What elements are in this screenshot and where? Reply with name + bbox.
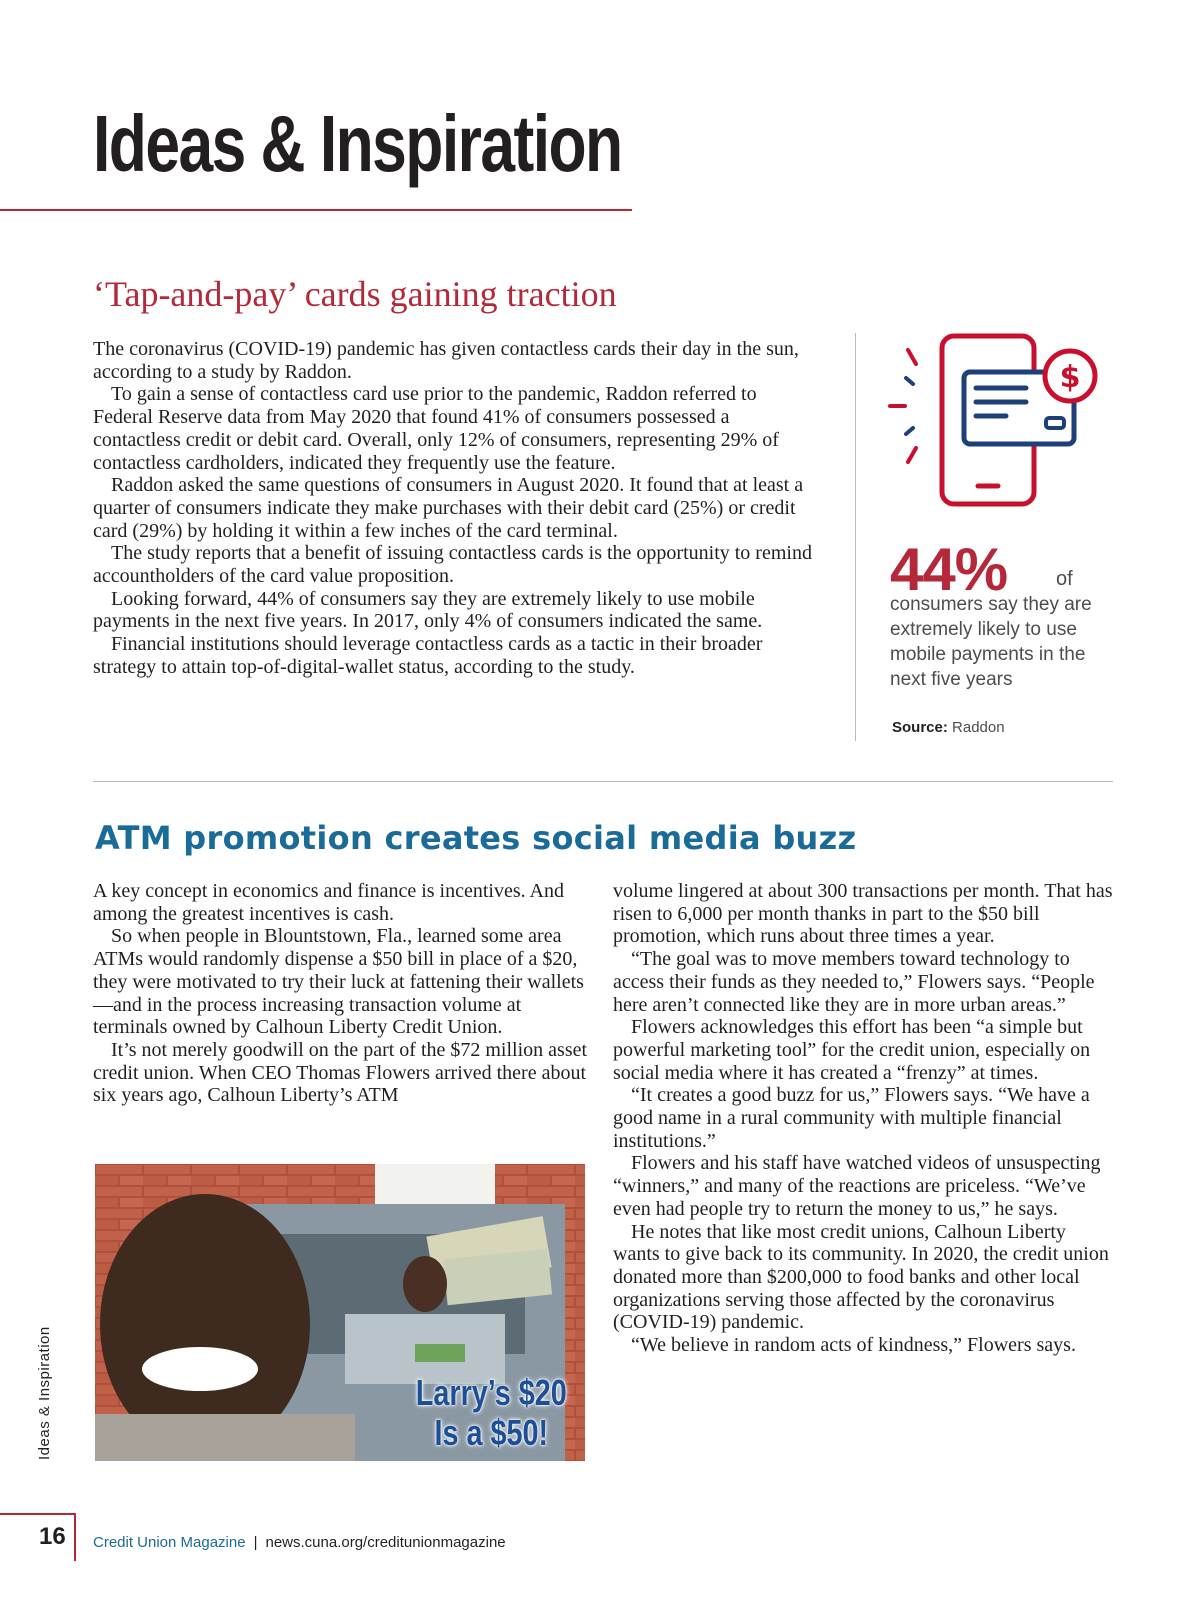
stat-source bbox=[892, 719, 1005, 736]
atm-paragraph: So when people in Blountstown, Fla., learned some area ATMs would randomly dispense a $50 bill in place of a $20, they were motivated to try their luck at fattening their wallets—and in the process increasing transaction volume at terminals owned by Calhoun Liberty Credit Union. bbox=[93, 925, 584, 1039]
stat-caption: consumers say they are extremely likely to use mobile payments in the next five years bbox=[890, 594, 1092, 690]
tap-paragraph: Financial institutions should leverage contactless cards as a tactic in their broader strategy to attain top-of-digital-wallet status, according to the study. bbox=[93, 633, 763, 678]
tap-article-body bbox=[93, 338, 815, 679]
source-value: Raddon bbox=[952, 719, 1005, 736]
tap-paragraph: The coronavirus (COVID-19) pandemic has given contactless cards their day in the sun, according to a study by Raddon. bbox=[93, 338, 799, 383]
page-number: 16 bbox=[39, 1523, 66, 1550]
section-side-label: Ideas & Inspiration bbox=[36, 1326, 53, 1460]
stat-suffix: of bbox=[1056, 568, 1073, 590]
atm-article-left-column bbox=[93, 880, 598, 1107]
atm-paragraph: Flowers and his staff have watched videos of unsuspecting “winners,” and many of the reactions are priceless. “We’ve even had people try to return the money to us,” he says. bbox=[613, 1152, 1101, 1220]
tap-paragraph: To gain a sense of contactless card use prior to the pandemic, Raddon referred to Federal Reserve data from May 2020 that found 41% of consumers possessed a contactless credit or debit card. Overall, only 12% of consumers, representing 29% of contactless cardholders, indicated they frequently use the feature. bbox=[93, 383, 779, 474]
atm-article-right-column bbox=[613, 880, 1113, 1357]
atm-paragraph: “It creates a good buzz for us,” Flowers says. “We have a good name in a rural community with multiple financial institutions.” bbox=[613, 1084, 1090, 1152]
page-title: Ideas & Inspiration bbox=[93, 99, 622, 188]
tap-paragraph: Raddon asked the same questions of consumers in August 2020. It found that at least a quarter of consumers indicate they make purchases with their debit card (25%) or credit card (29%) by holding it within a few inches of the card terminal. bbox=[93, 474, 804, 542]
tap-article-heading: ‘Tap-and-pay’ cards gaining traction bbox=[93, 274, 617, 314]
atm-paragraph: He notes that like most credit unions, Calhoun Liberty wants to give back to its community. In 2020, the credit union donated more than $200,000 to food banks and other local organizations serving those affected by the coronavirus (COVID-19) pandemic. bbox=[613, 1220, 1109, 1334]
atm-paragraph: volume lingered at about 300 transactions per month. That has risen to 6,000 per month thanks in part to the $50 bill promotion, which runs about three times a year. bbox=[613, 880, 1113, 948]
sidebar-divider bbox=[855, 333, 856, 741]
atm-paragraph: “We believe in random acts of kindness,” Flowers says. bbox=[631, 1334, 1076, 1357]
tap-paragraph: The study reports that a benefit of issuing contactless cards is the opportunity to remind accountholders of the card value proposition. bbox=[93, 542, 812, 588]
tap-paragraph: Looking forward, 44% of consumers say they are extremely likely to use mobile payments in the next five years. In 2017, only 4% of consumers indicated the same. bbox=[93, 587, 763, 633]
source-label: Source: bbox=[892, 719, 948, 736]
section-divider bbox=[93, 781, 1113, 782]
title-divider bbox=[0, 209, 632, 211]
photo-caption bbox=[416, 1373, 567, 1453]
svg-text:$: $ bbox=[1059, 360, 1081, 395]
footer-url[interactable]: news.cuna.org/creditunionmagazine bbox=[265, 1534, 506, 1551]
atm-paragraph: “The goal was to move members toward technology to access their funds as they needed to,” Flowers says. “People here aren’t connected like they are in more urban areas.” bbox=[613, 948, 1095, 1016]
stat-percentage: 44% bbox=[890, 536, 1008, 603]
atm-paragraph: Flowers acknowledges this effort has been “a simple but powerful marketing tool” for the credit union, especially on social media where it has created a “frenzy” at times. bbox=[613, 1016, 1091, 1084]
footer-separator: | bbox=[253, 1534, 258, 1551]
footer bbox=[93, 1534, 506, 1551]
footer-magazine-name: Credit Union Magazine bbox=[93, 1534, 246, 1551]
mobile-payment-icon bbox=[880, 332, 1120, 512]
atm-article-heading: ATM promotion creates social media buzz bbox=[95, 819, 857, 857]
photo-caption-line: Is a $50! bbox=[434, 1412, 549, 1453]
photo-caption-line: Larry’s $20 bbox=[415, 1372, 567, 1413]
atm-paragraph: A key concept in economics and finance is incentives. And among the greatest incentives is cash. bbox=[93, 880, 564, 925]
atm-promo-photo bbox=[95, 1164, 585, 1461]
atm-paragraph: It’s not merely goodwill on the part of the $72 million asset credit union. When CEO Thomas Flowers arrived there about six years ago, Calhoun Liberty’s ATM bbox=[93, 1038, 588, 1107]
